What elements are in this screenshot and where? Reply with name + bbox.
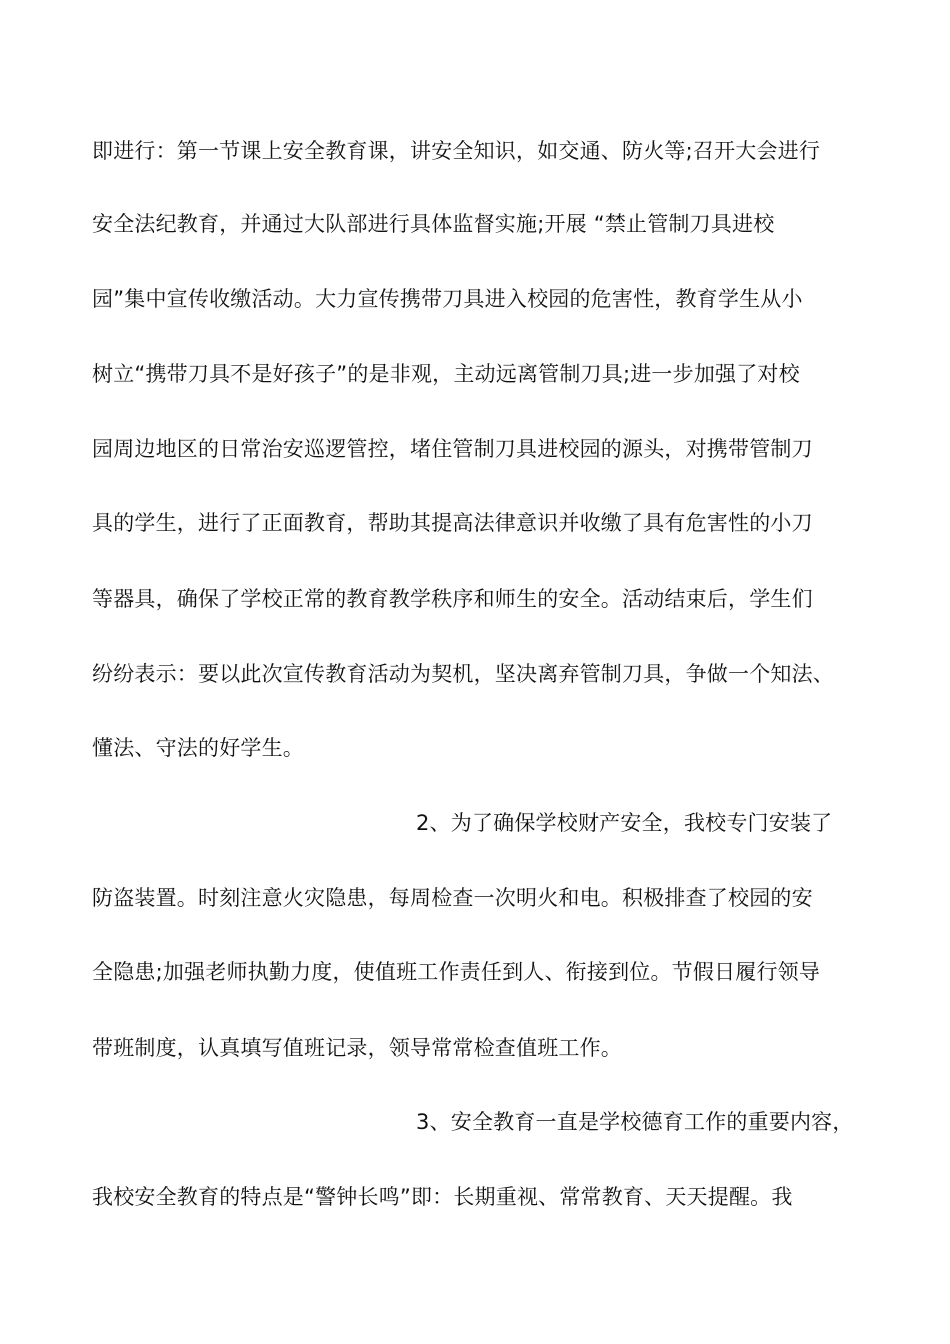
paragraph-line: 带班制度，认真填写值班记录，领导常常检查值班工作。: [92, 1036, 622, 1060]
paragraph-line: 即进行：第一节课上安全教育课，讲安全知识，如交通、防火等;召开大会进行: [92, 139, 821, 163]
paragraph-line: 防盗装置。时刻注意火灾隐患，每周检查一次明火和电。积极排查了校园的安: [92, 886, 813, 910]
paragraph-line: 具的学生，进行了正面教育，帮助其提高法律意识并收缴了具有危害性的小刀: [92, 511, 813, 535]
paragraph-line: 全隐患;加强老师执勤力度，使值班工作责任到人、衔接到位。节假日履行领导: [92, 960, 821, 984]
paragraph-line: 园周边地区的日常治安巡逻管控，堵住管制刀具进校园的源头，对携带管制刀: [92, 437, 813, 461]
numbered-item-2: 2、为了确保学校财产安全，我校专门安装了: [416, 811, 833, 835]
paragraph-line: 安全法纪教育，并通过大队部进行具体监督实施;开展 “禁止管制刀具进校: [92, 212, 775, 236]
paragraph-line: 树立“携带刀具不是好孩子”的是非观，主动远离管制刀具;进一步加强了对校: [92, 362, 800, 386]
numbered-item-3: 3、安全教育一直是学校德育工作的重要内容，: [416, 1110, 854, 1134]
paragraph-line: 等器具，确保了学校正常的教育教学秩序和师生的安全。活动结束后，学生们: [92, 587, 813, 611]
paragraph-line: 懂法、守法的好学生。: [92, 736, 304, 760]
paragraph-line: 我校安全教育的特点是“警钟长鸣”即：长期重视、常常教育、天天提醒。我: [92, 1185, 793, 1209]
paragraph-line: 纷纷表示：要以此次宣传教育活动为契机，坚决离弃管制刀具，争做一个知法、: [92, 662, 834, 686]
paragraph-line: 园”集中宣传收缴活动。大力宣传携带刀具进入校园的危害性，教育学生从小: [92, 287, 803, 311]
